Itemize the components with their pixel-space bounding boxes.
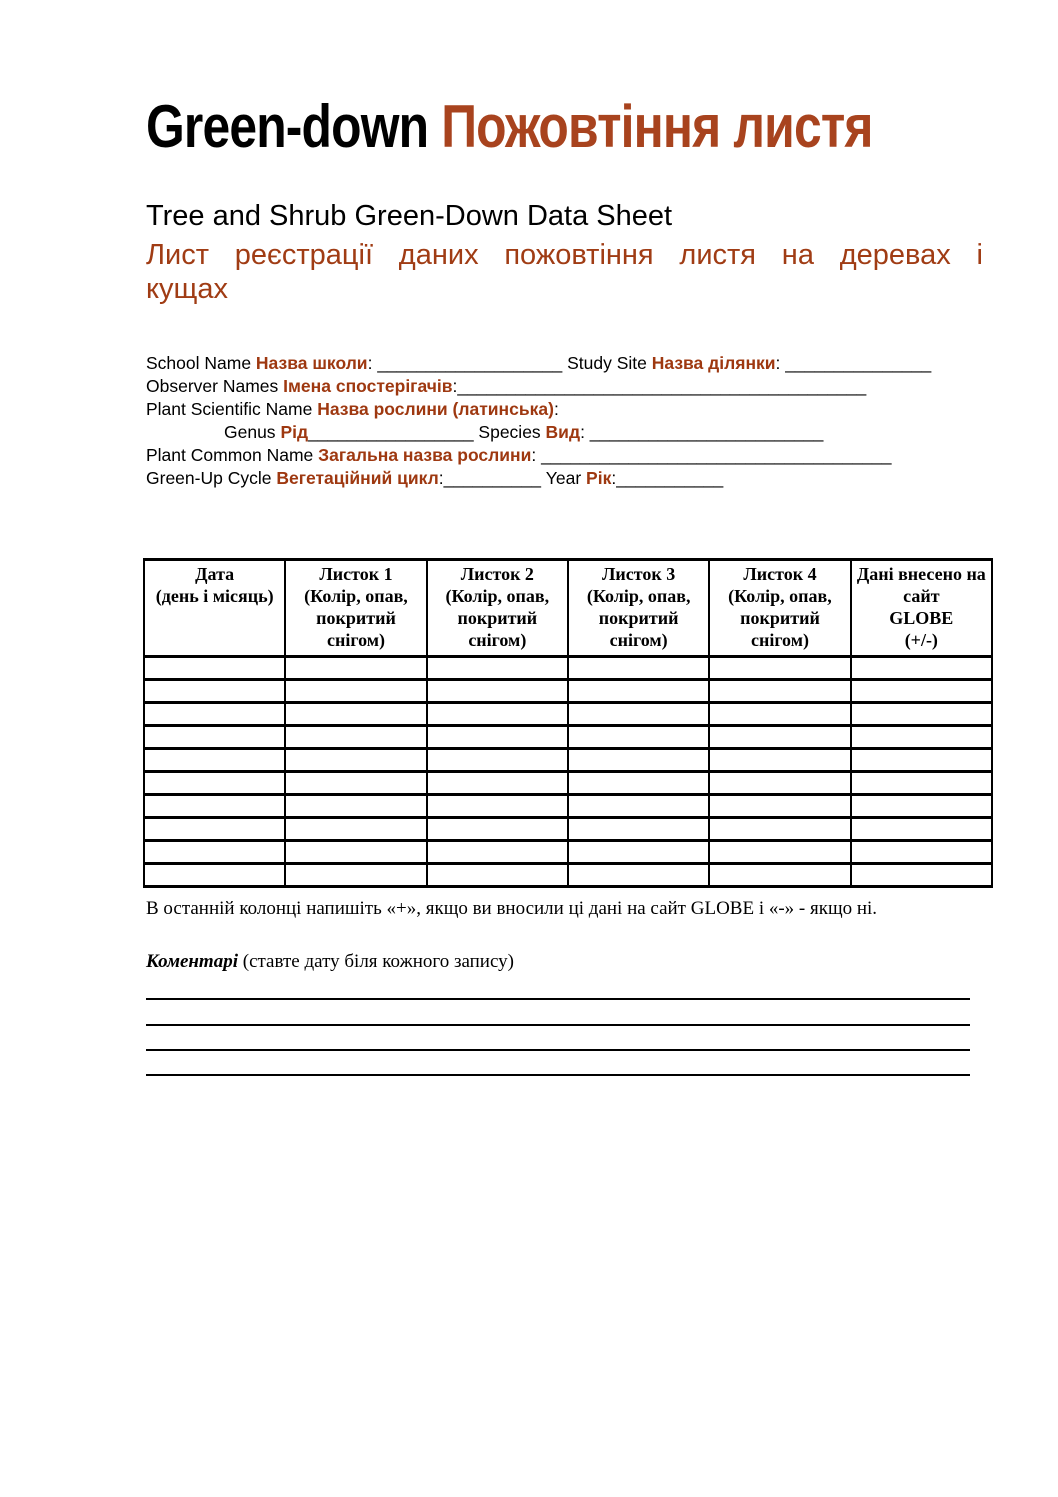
table-empty-cell (285, 772, 426, 795)
form-label-english: Plant Scientific Name (146, 399, 318, 419)
title-english: Green-down (146, 93, 442, 160)
table-empty-cell (285, 864, 426, 887)
subtitle-ukrainian-line1: Лист реєстрації даних пожовтіння листя на деревах і (146, 239, 983, 271)
form-blank-line: __________________________________________ (457, 376, 867, 396)
form-label-ukrainian: Назва рослини (латинська) (317, 399, 554, 419)
table-empty-cell (427, 680, 568, 703)
form-label-english: : (531, 445, 542, 465)
table-empty-cell (851, 680, 992, 703)
table-header-row (144, 560, 992, 657)
table-empty-cell (568, 841, 709, 864)
table-empty-cell (427, 657, 568, 680)
form-label-english: : (367, 353, 378, 373)
table-empty-cell (709, 749, 850, 772)
table-header-cell (144, 560, 285, 657)
table-empty-cell (285, 795, 426, 818)
table-empty-cell (568, 657, 709, 680)
table-empty-cell (144, 864, 285, 887)
table-header-cell (285, 560, 426, 657)
table-empty-cell (709, 818, 850, 841)
comment-lines (146, 975, 970, 1076)
table-empty-cell (568, 726, 709, 749)
form-line (146, 375, 998, 398)
table-header-text: Дані внесено на сайт (856, 564, 986, 606)
document-content (146, 0, 998, 1076)
table-empty-cell (285, 657, 426, 680)
form-line (146, 352, 998, 375)
form-label-english: School Name (146, 353, 256, 373)
table-empty-cell (427, 726, 568, 749)
form-label-english: : (553, 399, 559, 419)
table-header-text: (Колір, опав, покритий снігом) (304, 586, 408, 650)
table-empty-cell (851, 818, 992, 841)
table-empty-cell (144, 841, 285, 864)
table-header-text: GLOBE (889, 608, 954, 628)
form-label-english: Species (473, 422, 546, 442)
table-row (144, 772, 992, 795)
table-header-text: (Колір, опав, покритий снігом) (586, 586, 691, 650)
table-header-cell (568, 560, 709, 657)
form-blank-line: _________________ (308, 422, 474, 442)
form-blank-line: _______________ (785, 353, 932, 373)
table-empty-cell (144, 749, 285, 772)
form-label-english: Study Site (562, 353, 652, 373)
form-label-english: Plant Common Name (146, 445, 319, 465)
form-label-ukrainian: Вегетаційний цикл (276, 468, 439, 488)
comments-hint: (ставте дату біля кожного запису) (238, 951, 514, 972)
form-label-ukrainian: Рід (280, 422, 309, 442)
table-empty-cell (285, 818, 426, 841)
table-row (144, 795, 992, 818)
table-row (144, 703, 992, 726)
table-empty-cell (144, 657, 285, 680)
table-header-text: (Колір, опав, покритий снігом) (445, 586, 550, 650)
table-empty-cell (144, 703, 285, 726)
table-empty-cell (568, 795, 709, 818)
form-label-english: : (438, 468, 444, 488)
table-row (144, 864, 992, 887)
form-line (146, 444, 998, 467)
table-empty-cell (851, 795, 992, 818)
table-empty-cell (568, 703, 709, 726)
subtitle-english: Tree and Shrub Green-Down Data Sheet (146, 200, 673, 232)
table-empty-cell (851, 657, 992, 680)
form-label-ukrainian: Назва школи (255, 353, 368, 373)
page-title (146, 93, 873, 160)
comment-ruled-line (146, 1051, 970, 1076)
table-header-text: Листок 1 (319, 564, 393, 584)
table-empty-cell (144, 680, 285, 703)
form-label-ukrainian: Імена спостерігачів (283, 376, 453, 396)
table-empty-cell (851, 772, 992, 795)
form-fields (146, 352, 998, 490)
table-empty-cell (709, 841, 850, 864)
form-label-ukrainian: Рік (586, 468, 612, 488)
table-empty-cell (427, 818, 568, 841)
table-empty-cell (285, 680, 426, 703)
table-header-text: Листок 3 (602, 564, 676, 584)
comment-ruled-line (146, 1026, 970, 1051)
form-blank-line: __________ (443, 468, 541, 488)
table-header-cell (709, 560, 850, 657)
table-empty-cell (427, 841, 568, 864)
form-label-english: Green-Up Cycle (146, 468, 277, 488)
comments-title: Коментарі (146, 951, 238, 972)
subtitle-ukrainian-line2: кущах (146, 273, 229, 305)
comment-ruled-line (146, 1000, 970, 1025)
form-label-ukrainian: Назва ділянки (651, 353, 776, 373)
table-header-text: Листок 4 (743, 564, 817, 584)
form-blank-line: ________________________ (589, 422, 824, 442)
table-empty-cell (709, 726, 850, 749)
table-empty-cell (568, 749, 709, 772)
form-label-english: Year (540, 468, 587, 488)
table-empty-cell (709, 795, 850, 818)
table-empty-cell (709, 680, 850, 703)
table-empty-cell (427, 864, 568, 887)
table-empty-cell (851, 749, 992, 772)
table-empty-cell (285, 703, 426, 726)
table-empty-cell (285, 749, 426, 772)
table-empty-cell (851, 726, 992, 749)
form-label-english: Genus (224, 422, 281, 442)
table-empty-cell (709, 772, 850, 795)
table-empty-cell (851, 703, 992, 726)
form-blank-line: ____________________________________ (541, 445, 892, 465)
table-empty-cell (851, 864, 992, 887)
table-note: В останній колонці напишіть «+», якщо ви вносили ці дані на сайт GLOBE і «-» - якщо ні. (146, 898, 878, 919)
table-empty-cell (568, 772, 709, 795)
table-empty-cell (568, 818, 709, 841)
table-empty-cell (144, 772, 285, 795)
form-label-english: : (580, 422, 590, 442)
form-label-ukrainian: Загальна назва рослини (318, 445, 532, 465)
table-empty-cell (709, 703, 850, 726)
table-empty-cell (709, 864, 850, 887)
table-header-text: Дата (195, 564, 235, 584)
form-label-english: Observer Names (146, 376, 284, 396)
form-line (146, 398, 998, 421)
observation-data-table (143, 558, 993, 888)
table-empty-cell (568, 864, 709, 887)
form-line (146, 421, 998, 444)
title-ukrainian: Пожовтіння листя (441, 93, 873, 160)
table-empty-cell (285, 726, 426, 749)
table-header-cell (427, 560, 568, 657)
table-empty-cell (427, 749, 568, 772)
table-empty-cell (144, 818, 285, 841)
form-label-english: : (775, 353, 786, 373)
table-header-text: (день і місяць) (155, 586, 274, 606)
comment-ruled-line (146, 975, 970, 1000)
table-header-text: (+/-) (904, 630, 938, 650)
form-label-ukrainian: Вид (545, 422, 581, 442)
table-empty-cell (144, 726, 285, 749)
table-empty-cell (285, 841, 426, 864)
form-line (146, 467, 998, 490)
table-empty-cell (427, 795, 568, 818)
form-blank-line: ___________________ (377, 353, 563, 373)
table-empty-cell (427, 703, 568, 726)
table-empty-cell (427, 772, 568, 795)
table-empty-cell (709, 657, 850, 680)
table-row (144, 657, 992, 680)
form-blank-line: ___________ (616, 468, 724, 488)
table-empty-cell (568, 680, 709, 703)
table-header-cell (851, 560, 992, 657)
form-label-english: : (611, 468, 617, 488)
table-row (144, 726, 992, 749)
table-row (144, 680, 992, 703)
table-header-text: Листок 2 (460, 564, 534, 584)
table-empty-cell (144, 795, 285, 818)
table-header-text: (Колір, опав, покритий снігом) (728, 586, 832, 650)
form-label-english: : (452, 376, 458, 396)
table-row (144, 841, 992, 864)
comments-label (146, 950, 998, 974)
table-row (144, 818, 992, 841)
table-empty-cell (851, 841, 992, 864)
table-row (144, 749, 992, 772)
